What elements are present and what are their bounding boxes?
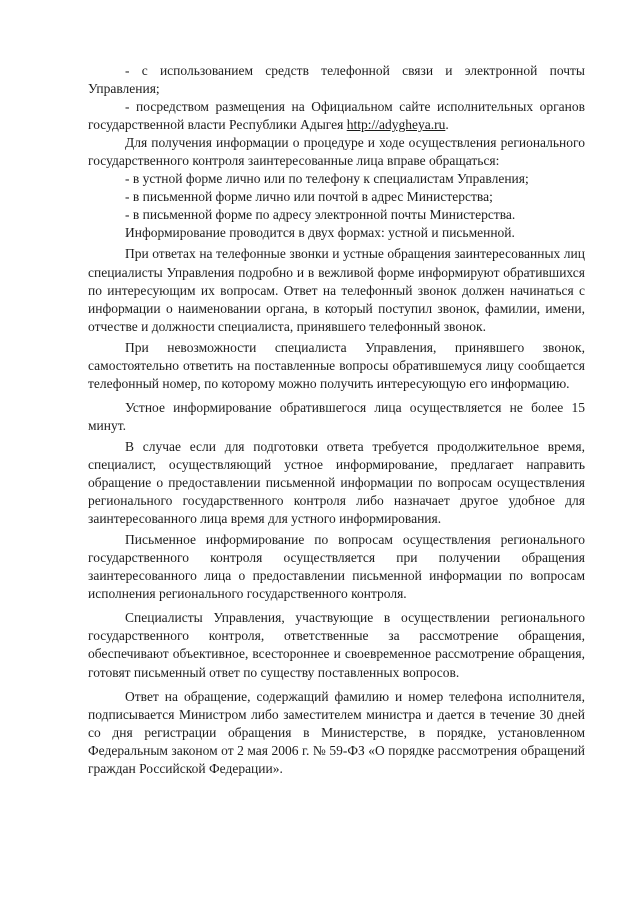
paragraph-written-info: Письменное информирование по вопросам осуществления регионального государственного контроля осуществляется при получении обращения заинтересованного лица о предоставлении письменной информации по вопросам исполнения регионального государственного контроля. <box>88 532 585 602</box>
paragraph-reply: Ответ на обращение, содержащий фамилию и номер телефона исполнителя, подписывается Министром либо заместителем министра и дается в течение 30 дней со дня регистрации обращения в Министерстве, в порядке, установленном Федеральным законом от 2 мая 2006 г. № 59-ФЗ «О порядке рассмотрения обращений граждан Российской Федерации». <box>88 688 585 776</box>
list-item-written-email: - в письменной форме по адресу электронной почты Министерства. <box>125 207 516 223</box>
paragraph-two-forms: Информирование проводится в двух формах: устной и письменной. <box>125 225 515 241</box>
paragraph-how-to-request: Для получения информации о процедуре и ходе осуществления регионального государственного контроля заинтересованные лица вправе обращаться: <box>88 135 585 169</box>
document-page <box>88 62 585 778</box>
official-site-period: . <box>445 117 449 133</box>
official-site-text: - посредством размещения на Официальном сайте исполнительных органов государственной власти Республики Адыгея <box>88 99 585 133</box>
paragraph-unable-to-answer: При невозможности специалиста Управления, принявшего звонок, самостоятельно ответить на поставленные вопросы обратившемуся лицу сообщается телефонный номер, по которому можно получить интересующую его информацию. <box>88 339 585 391</box>
paragraph-specialists: Специалисты Управления, участвующие в осуществлении регионального государственного контроля, ответственные за рассмотрение обращения, обеспечивают объективное, всестороннее и своевременное рассмотрение обращения, готовят письменный ответ по существу поставленных вопросов. <box>88 610 585 680</box>
list-item-written-mail: - в письменной форме лично или почтой в адрес Министерства; <box>125 189 493 205</box>
paragraph-phone-answers: При ответах на телефонные звонки и устные обращения заинтересованных лиц специалисты Управления подробно и в вежливой форме информируют обратившихся по интересующим их вопросам. Ответ на телефонный звонок должен начинаться с информации о наименовании органа, в который поступил звонок, фамилии, имени, отчестве и должности специалиста, принявшего телефонный звонок. <box>88 246 585 334</box>
list-item-oral: - в устной форме лично или по телефону к специалистам Управления; <box>125 171 529 187</box>
paragraph-long-preparation: В случае если для подготовки ответа требуется продолжительное время, специалист, осуществляющий устное информирование, предлагает направить обращение о предоставлении письменной информации по вопросам осуществления регионального государственного контроля либо назначает другое удобное для заинтересованного лица время для устного информирования. <box>88 438 585 527</box>
official-site-link[interactable]: http://adygheya.ru <box>346 117 446 133</box>
paragraph-phone-email: - с использованием средств телефонной связи и электронной почты Управления; <box>88 63 585 97</box>
paragraph-oral-duration: Устное информирование обратившегося лица осуществляется не более 15 минут. <box>88 399 585 433</box>
paragraph-official-site <box>88 98 585 134</box>
